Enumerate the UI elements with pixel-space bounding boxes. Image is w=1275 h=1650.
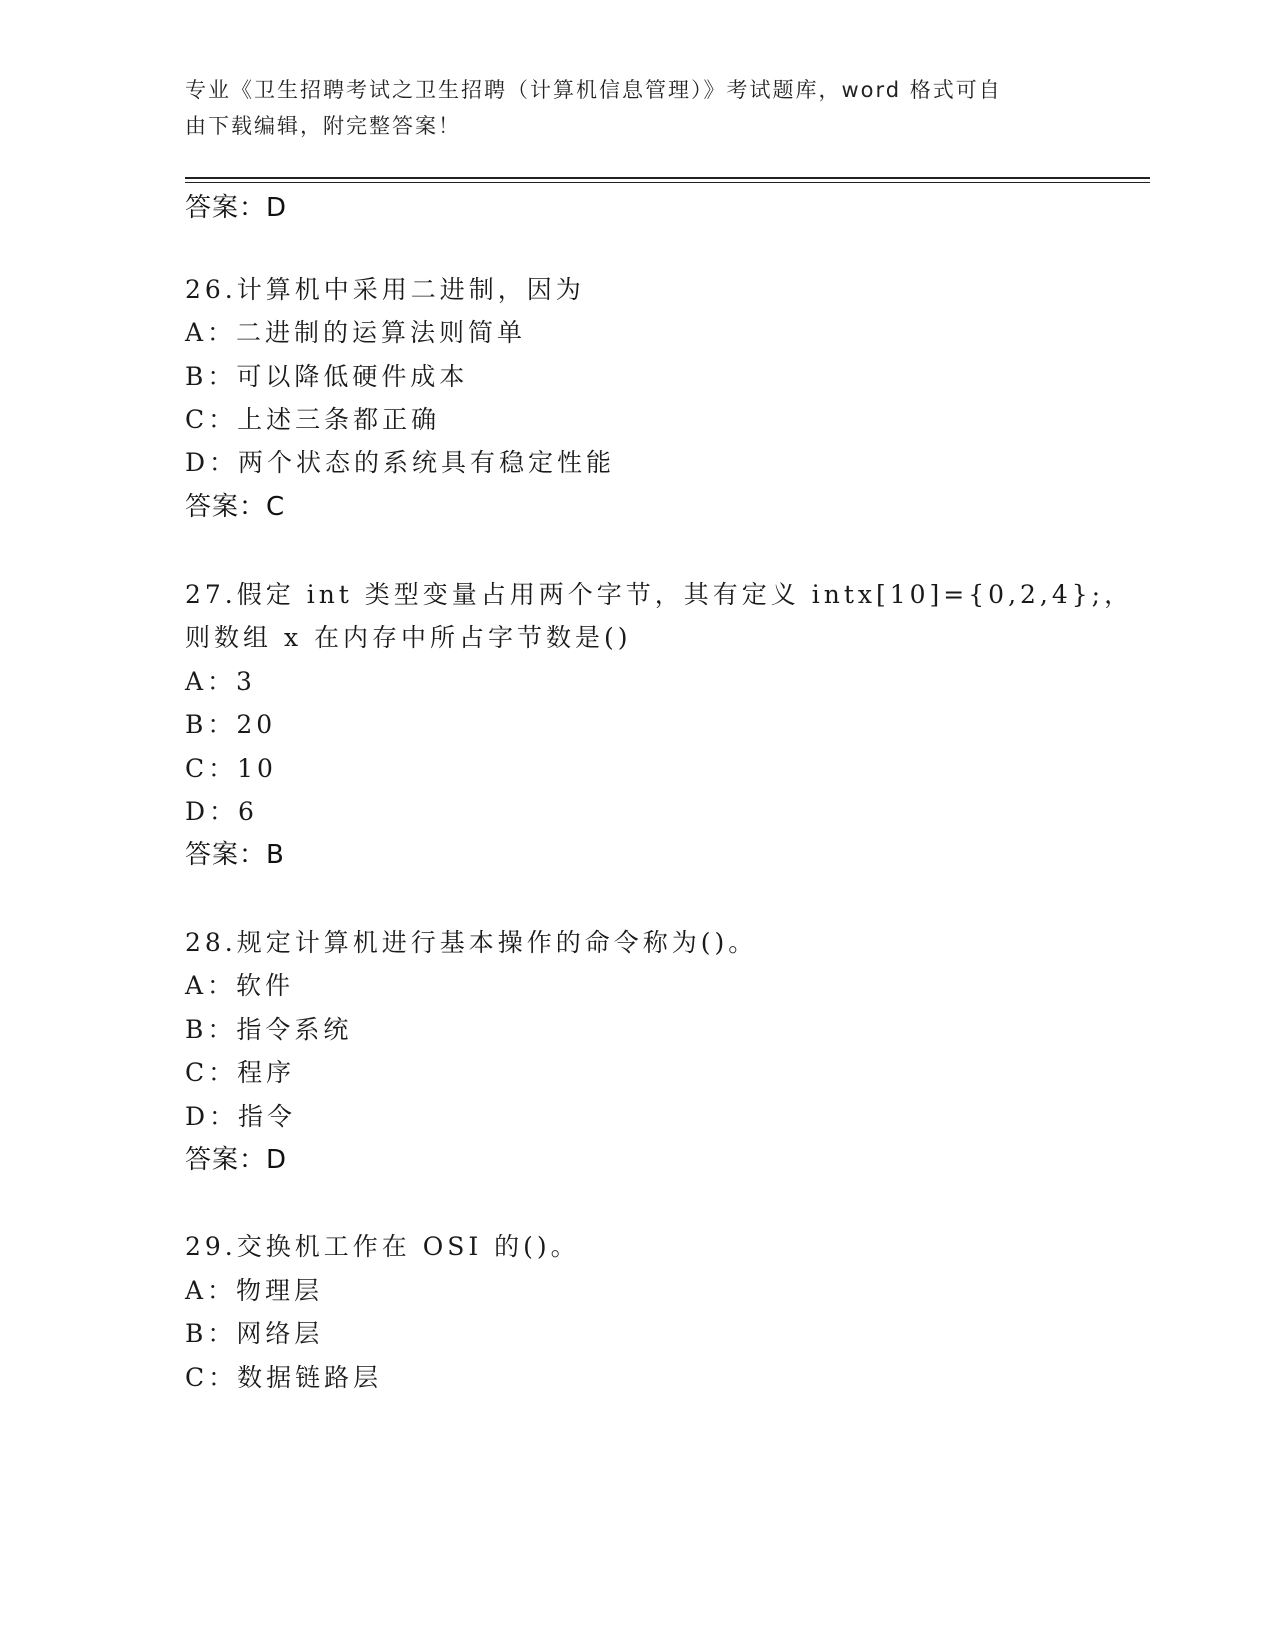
question-29-stem: 29.交换机工作在 OSI 的()。	[185, 1232, 580, 1261]
question-29-option-b: B：网络层	[185, 1319, 324, 1348]
question-28-option-d: D：指令	[185, 1102, 297, 1131]
document-header	[185, 72, 1065, 144]
question-26-option-a: A：二进制的运算法则简单	[185, 318, 527, 347]
question-26-stem: 26.计算机中采用二进制，因为	[185, 275, 585, 304]
question-28-option-b: B：指令系统	[185, 1015, 353, 1044]
header-line-1: 专业《卫生招聘考试之卫生招聘（计算机信息管理）》考试题库，word 格式可自	[185, 78, 1002, 102]
question-29-option-a: A：物理层	[185, 1276, 324, 1305]
question-28-answer: 答案：D	[185, 1145, 288, 1175]
answer-prev: 答案：D	[185, 193, 288, 223]
question-27-option-b: B：20	[185, 710, 277, 739]
question-26-option-c: C：上述三条都正确	[185, 405, 441, 434]
header-line-2: 由下载编辑，附完整答案！	[185, 114, 461, 138]
question-29-option-c: C：数据链路层	[185, 1363, 383, 1392]
question-28-option-c: C：程序	[185, 1058, 296, 1087]
question-27-option-c: C：10	[185, 754, 277, 783]
question-26-answer: 答案：C	[185, 492, 286, 522]
question-26-option-d: D：两个状态的系统具有稳定性能	[185, 448, 616, 477]
question-27-option-d: D：6	[185, 797, 258, 826]
header-rule-thin	[185, 182, 1150, 183]
question-28-stem: 28.规定计算机进行基本操作的命令称为()。	[185, 928, 758, 957]
question-27-stem-line-1: 27.假定 int 类型变量占用两个字节，其有定义 intx[10]={0,2,4};，	[185, 580, 1134, 609]
question-27-stem-line-2: 则数组 x 在内存中所占字节数是()	[185, 623, 632, 652]
header-rule-thick	[185, 177, 1150, 179]
question-27-answer: 答案：B	[185, 840, 285, 870]
question-27-option-a: A：3	[185, 667, 256, 696]
question-26-option-b: B：可以降低硬件成本	[185, 362, 469, 391]
question-28-option-a: A：软件	[185, 971, 295, 1000]
